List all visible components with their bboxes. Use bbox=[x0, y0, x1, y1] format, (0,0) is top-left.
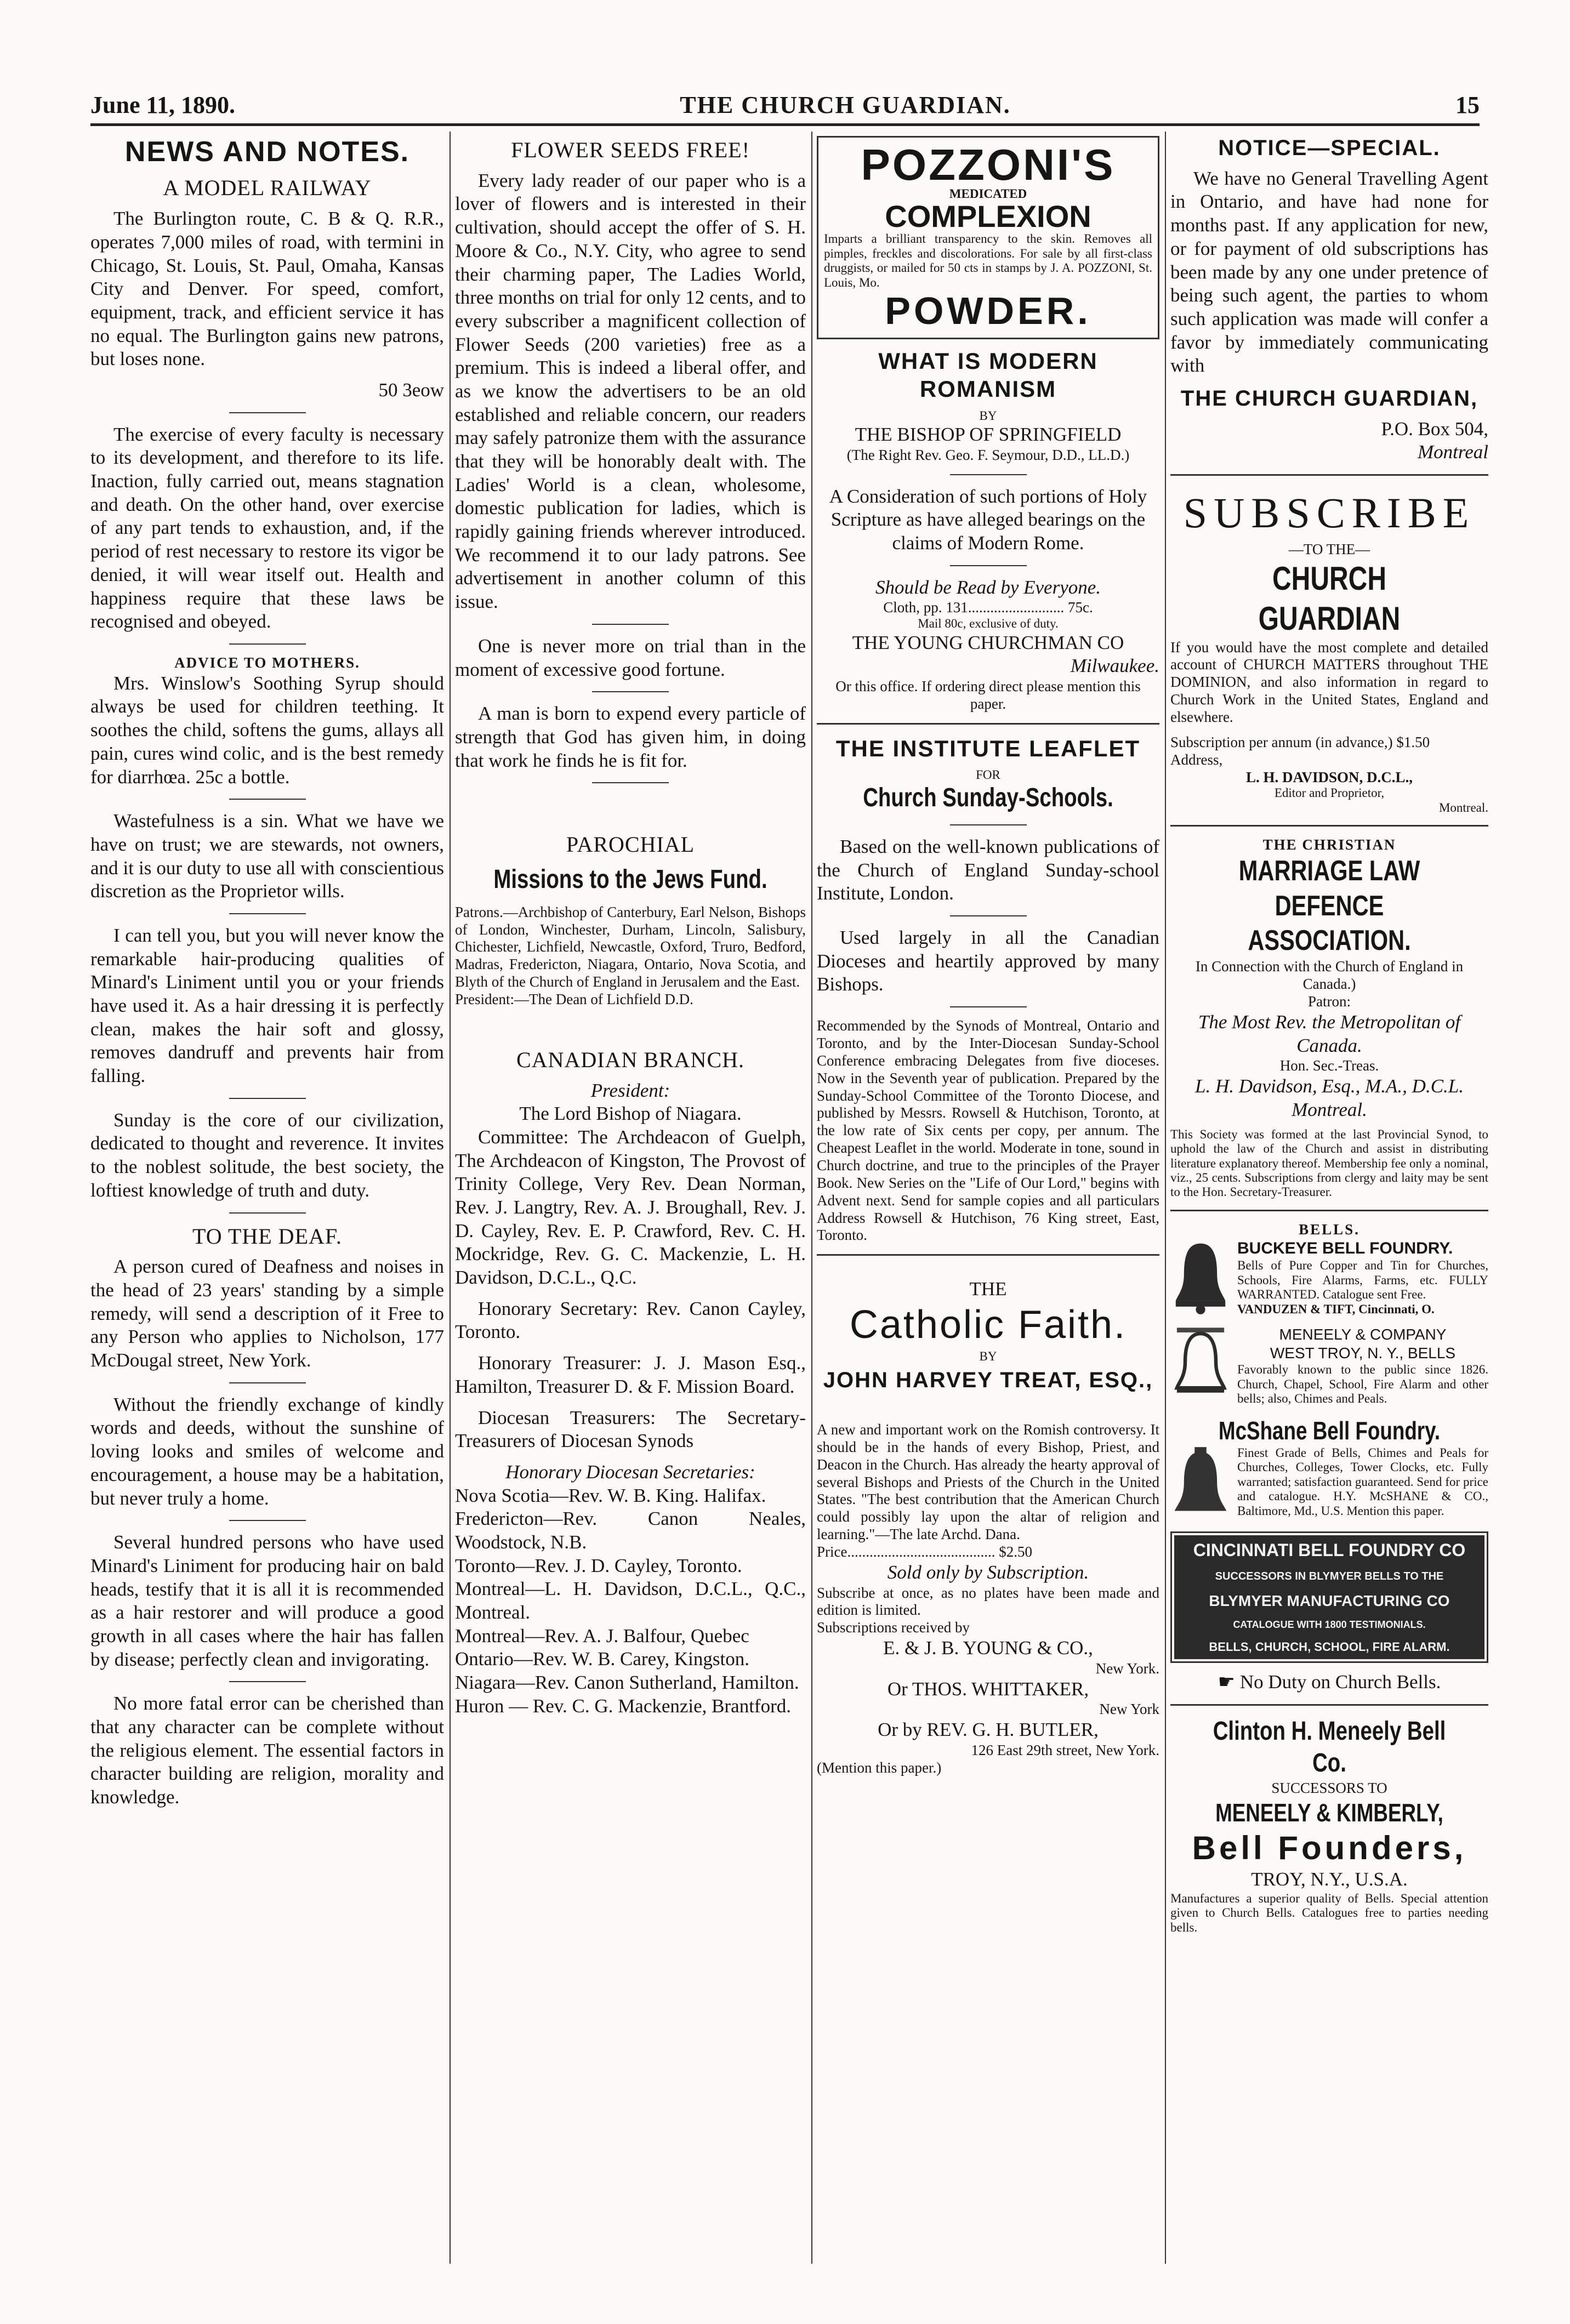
advice-mothers-text: Mrs. Winslow's Soothing Syrup should always be used for children teething. It soothes the child, softens the gums, allays all pain, cures wind colic, and is the best remedy for diarrhœa. 25c a bottle. bbox=[90, 672, 444, 788]
meneely-text: Favorably known to the public since 1826. Church, Chapel, School, Fire Alarm and other bells; also, Chimes and Peals. bbox=[1237, 1363, 1488, 1406]
jews-fund-title: Missions to the Jews Fund. bbox=[493, 865, 767, 895]
diocesan-secretary: Huron — Rev. C. G. Mackenzie, Brantford. bbox=[455, 1695, 791, 1717]
exercise-text: The exercise of every faculty is necessary to its development, and therefore to its life. Inaction, fully carried out, means stagnation and death. On the other hand, over exercise of any part tends to exhaustion, and, if the period of rest necessary to restore its vigor be denied, it will wear itself out. Health and happiness require that these laws be recognised and obeyed. bbox=[90, 423, 444, 633]
news-notes-heading: NEWS AND NOTES. bbox=[124, 136, 410, 168]
pozzoni-medicated: MEDICATED bbox=[949, 187, 1027, 201]
notice-city: Montreal bbox=[1418, 441, 1488, 463]
deaf-text: A person cured of Deafness and noises in the head of 23 years' standing by a simple remedy, will send a description of it Free to any Person who applies to Nicholson, 177 McDougal street, New York. bbox=[90, 1256, 444, 1371]
wastefulness-text: Wastefulness is a sin. What we have we have on trust; we are stewards, not owners, and it is our duty to use all with conscientious discretion as the Proprietor wills. bbox=[90, 810, 444, 902]
column-1 bbox=[90, 132, 444, 2269]
diocesan-secretaries-label: Honorary Diocesan Secretaries: bbox=[505, 1461, 755, 1483]
marriage-law-title-1: MARRIAGE LAW DEFENCE bbox=[1238, 855, 1420, 922]
president-label: President: bbox=[590, 1079, 670, 1101]
diocesan-secretary: Toronto—Rev. J. D. Cayley, Toronto. bbox=[455, 1554, 742, 1576]
divider bbox=[950, 474, 1027, 475]
notice-special-title: NOTICE—SPECIAL. bbox=[1218, 136, 1441, 160]
divider bbox=[229, 412, 306, 413]
divider bbox=[950, 915, 1027, 916]
clinton-text: Manufactures a superior quality of Bells. Special attention given to Church Bells. Catalogues free to parties needing bells. bbox=[1170, 1891, 1488, 1934]
marriage-connection: In Connection with the Church of England in Canada.) bbox=[1195, 958, 1464, 993]
agent-young-city: New York. bbox=[1095, 1660, 1159, 1677]
diocesan-secretary: Ontario—Rev. W. B. Carey, Kingston. bbox=[455, 1648, 749, 1670]
romanism-text: A Consideration of such portions of Holy Scripture as have alleged bearings on the claims of Modern Rome. bbox=[829, 485, 1147, 554]
paper-title: THE CHURCH GUARDIAN. bbox=[680, 92, 1011, 118]
divider bbox=[1170, 1704, 1488, 1706]
parochial-kicker: PAROCHIAL bbox=[566, 832, 695, 857]
institute-text-1: Based on the well-known publications of the Church of England Sunday-school Institute, London. bbox=[817, 836, 1159, 904]
institute-text-3: Recommended by the Synods of Montreal, Ontario and Toronto, and by the Inter-Diocesan Sunday-School Conference embracing Delegates from five dioceses. Now in the Seventh year of publication. Prepared by the Sunday-School Committee of the Toronto Diocese, and published by Messrs. Rowsell & Hutchison, Toronto, at the low rate of Six cents per copy, per annum. The Cheapest Leaflet in the world. Moderate in tone, sound in Church doctrine, and true to the principles of the Prayer Book. New Series on the "Life of Our Lord," begins with Advent next. Send for sample copies and all particulars Address Rowsell & Hutchison, 76 King street, East, Toronto. bbox=[817, 1017, 1159, 1244]
pozzoni-title: POZZONI'S bbox=[861, 140, 1116, 189]
meneely-ad bbox=[1170, 1325, 1488, 1406]
divider bbox=[950, 824, 1027, 825]
subscribe-text: If you would have the most complete and detailed account of CHURCH MATTERS throughout THE DOMINION, and also information in regard to Church Work in the United States, England and elsewhere. bbox=[1170, 639, 1488, 725]
pozzoni-powder: POWDER. bbox=[885, 289, 1091, 333]
no-duty-line bbox=[1170, 1671, 1488, 1694]
marriage-patron: The Most Rev. the Metropolitan of Canada. bbox=[1198, 1011, 1461, 1056]
mcshane-title: McShane Bell Foundry. bbox=[1218, 1416, 1441, 1445]
romanism-author: THE BISHOP OF SPRINGFIELD bbox=[855, 424, 1122, 446]
institute-text-2: Used largely in all the Canadian Dioceses and heartily approved by many Bishops. bbox=[817, 927, 1159, 995]
pozzoni-ad bbox=[817, 136, 1159, 339]
divider bbox=[950, 565, 1027, 566]
subscribe-city: Montreal. bbox=[1438, 800, 1488, 814]
marriage-text: This Society was formed at the last Provincial Synod, to uphold the law of the Church and assist in distributing literature explanatory thereof. Membership fee only a nominal, viz., 25 cents. Subscriptions from clergy and laity may be sent to the Hon. Secretary-Treasurer. bbox=[1170, 1127, 1488, 1199]
clinton-name: MENEELY & KIMBERLY, bbox=[1215, 1798, 1443, 1827]
marriage-sec: L. H. Davidson, Esq., M.A., D.C.L. Montreal. bbox=[1194, 1075, 1464, 1120]
notice-box: P.O. Box 504, bbox=[1381, 418, 1488, 440]
christian-label: THE CHRISTIAN bbox=[1262, 836, 1396, 853]
cincinnati-banner-5: BELLS, CHURCH, SCHOOL, FIRE ALARM. bbox=[1174, 1636, 1484, 1659]
diocesan-secretary: Nova Scotia—Rev. W. B. King. Halifax. bbox=[455, 1484, 766, 1506]
advice-mothers-title: ADVICE TO MOTHERS. bbox=[174, 654, 360, 671]
buckeye-maker: VANDUZEN & TIFT, Cincinnati, O. bbox=[1237, 1302, 1435, 1316]
model-railway-title: A MODEL RAILWAY bbox=[163, 175, 372, 201]
meneely-title-2: WEST TROY, N. Y., BELLS bbox=[1270, 1345, 1456, 1362]
romanism-price: Cloth, pp. 131.......................... 75c. bbox=[883, 599, 1093, 616]
catholic-faith-author: JOHN HARVEY TREAT, ESQ., bbox=[823, 1368, 1153, 1393]
clinton-city: TROY, N.Y., U.S.A. bbox=[1251, 1869, 1408, 1890]
divider bbox=[229, 1212, 306, 1214]
column-4 bbox=[1170, 132, 1488, 2269]
agent-whittaker-city: New York bbox=[1099, 1701, 1159, 1718]
romanism-mail: Mail 80c, exclusive of duty. bbox=[918, 617, 1059, 631]
agent-butler-address: 126 East 29th street, New York. bbox=[971, 1741, 1159, 1758]
minards-hair-text: I can tell you, but you will never know the remarkable hair-producing qualities of Minard's Liniment until you or your friends have used it. As a hair dressing it is perfectly clean, makes the hair soft and glossy, removes dandruff and prevents hair from falling. bbox=[90, 924, 444, 1087]
romanism-note: Or this office. If ordering direct please mention this paper. bbox=[835, 678, 1141, 712]
cincinnati-ad bbox=[1170, 1531, 1488, 1663]
romanism-by: BY bbox=[979, 408, 997, 423]
meneely-title-1: MENEELY & COMPANY bbox=[1279, 1326, 1447, 1343]
diocesan-secretary: Montreal—L. H. Davidson, D.C.L., Q.C., Montreal. bbox=[455, 1578, 806, 1624]
divider bbox=[229, 1681, 306, 1682]
issue-date: June 11, 1890. bbox=[90, 92, 236, 118]
diocesan-treasurers: Diocesan Treasurers: The Secretary-Treasurers of Diocesan Synods bbox=[455, 1406, 806, 1452]
romanism-publisher: THE YOUNG CHURCHMAN CO bbox=[852, 631, 1124, 653]
buckeye-ad bbox=[1170, 1239, 1488, 1317]
cincinnati-banner-3: BLYMYER MANUFACTURING CO bbox=[1174, 1587, 1484, 1615]
divider bbox=[1170, 1210, 1488, 1211]
clinton-successors: SUCCESSORS TO bbox=[1271, 1779, 1387, 1796]
agent-young: E. & J. B. YOUNG & CO., bbox=[883, 1637, 1093, 1659]
clinton-founders: Bell Founders, bbox=[1192, 1829, 1467, 1866]
model-railway-text: The Burlington route, C. B & Q. R.R., operates 7,000 miles of road, with termini in Chicago, St. Louis, St. Paul, Omaha, Kansas City and Denver. For speed, comfort, equipment, track, and efficient service it has no equal. The Burlington gains new patrons, but loses none. bbox=[90, 208, 444, 370]
strength-text: A man is born to expend every particle of strength that God has given him, in doing that work he finds he is fit for. bbox=[455, 703, 806, 771]
divider bbox=[229, 1520, 306, 1521]
marriage-sec-label: Hon. Sec.-Treas. bbox=[1279, 1057, 1379, 1074]
cincinnati-banner-1: CINCINNATI BELL FOUNDRY CO bbox=[1174, 1535, 1484, 1565]
divider bbox=[950, 1006, 1027, 1007]
notice-special-text: We have no General Travelling Agent in Ontario, and have had none for months past. If any application for new, or for payment of old subscriptions has been made by any one under pretence of being such agent, the parties to whom such application was made will confer a favor by immediately communicating with bbox=[1170, 167, 1488, 377]
column-rule bbox=[811, 132, 812, 2264]
divider bbox=[592, 782, 669, 783]
column-2 bbox=[455, 132, 806, 2269]
page-header bbox=[90, 82, 1480, 126]
agent-butler: Or by REV. G. H. BUTLER, bbox=[878, 1719, 1099, 1741]
cincinnati-banner-4: CATALOGUE WITH 1800 TESTIMONIALS. bbox=[1174, 1615, 1484, 1636]
divider bbox=[229, 799, 306, 800]
divider bbox=[229, 1382, 306, 1383]
pozzoni-text: Imparts a brilliant transparency to the skin. Removes all pimples, freckles and discolorations. For sale by all first-class druggists, or mailed for 50 cts in stamps by J. A. POZZONI, St. Louis, Mo. bbox=[824, 232, 1152, 289]
deaf-title: TO THE DEAF. bbox=[192, 1223, 342, 1249]
diocesan-secretaries-list bbox=[455, 1484, 806, 1718]
marriage-patron-label: Patron: bbox=[1308, 993, 1351, 1010]
buckeye-text: Bells of Pure Copper and Tin for Churches, Schools, Fire Alarms, Farms, etc. FULLY WARRANTED. Catalogue sent Free. bbox=[1237, 1258, 1488, 1302]
pozzoni-complexion: COMPLEXION bbox=[885, 199, 1091, 234]
catholic-faith-text: A new and important work on the Romish controversy. It should be in the hands of every Bishop, Priest, and Deacon in the Church. Has already the hearty approval of several Bishops and Priests of the Church in the United States. "The best contribution that the American Church could possibly lay upon the altar of religion and learning."—The late Archd. Dana. bbox=[817, 1421, 1159, 1543]
patrons-text: Patrons.—Archbishop of Canterbury, Earl Nelson, Bishops of London, Winchester, Durham, Lincoln, Salisbury, Chichester, Lichfield, Newcastle, Oxford, Truro, Bedford, Madras, Fredericton, Niagara, Ontario, Nova Scotia, and Blyth of the Church of England in Jerusalem and the East. bbox=[455, 903, 806, 990]
trial-text: One is never more on trial than in the moment of excessive good fortune. bbox=[455, 635, 806, 680]
president-name: The Lord Bishop of Niagara. bbox=[519, 1103, 742, 1125]
bells-heading: BELLS. bbox=[1299, 1221, 1360, 1238]
modern-romanism-title: WHAT IS MODERN ROMANISM bbox=[878, 348, 1098, 402]
kindly-words-text: Without the friendly exchange of kindly words and deeds, without the sunshine of loving looks and smiles of welcome and encouragement, a house may be a habitation, but never truly a home. bbox=[90, 1393, 444, 1509]
flower-seeds-text: Every lady reader of our paper who is a lover of flowers and is interested in their cultivation, should accept the offer of S. H. Moore & Co., N.Y. City, who agree to send their charming paper, The Ladies World, three months on trial for only 12 cents, and to every subscriber a magnificent collection of Flower Seeds (200 varieties) free as a premium. This is indeed a liberal offer, and as we know the advertisers to be an old established and reliable concern, our readers may safely patronize them with the assurance that they will be honorably dealt with. The Ladies' World is a clean, wholesome, domestic publication for ladies, which is rapidly gaining friends wherever introduced. We recommend it to our lady patrons. See advertisement in another column of this issue. bbox=[455, 169, 806, 613]
diocesan-secretary: Niagara—Rev. Canon Sutherland, Hamilton. bbox=[455, 1672, 799, 1694]
column-rule bbox=[450, 132, 451, 2264]
no-duty-text: No Duty on Church Bells. bbox=[1239, 1671, 1441, 1693]
subscribe-heading: SUBSCRIBE bbox=[1183, 489, 1476, 537]
clinton-meneely-title: Clinton H. Meneely Bell Co. bbox=[1213, 1716, 1446, 1778]
sunday-text: Sunday is the core of our civilization, dedicated to thought and reverence. It invites to the noblest solitude, the best society, the loftiest knowledge of truth and duty. bbox=[90, 1109, 444, 1201]
divider bbox=[592, 691, 669, 692]
bald-heads-text: Several hundred persons who have used Minard's Liniment for producing hair on bald heads, testify that it is all it is recommended as a hair restorer and will produce a good growth in all cases where the hair has fallen by disease; perfectly clean and invigorating. bbox=[90, 1531, 444, 1670]
institute-for: FOR bbox=[976, 768, 1000, 782]
subscribe-address-label: Address, bbox=[1170, 751, 1223, 768]
romanism-author-sub: (The Right Rev. Geo. F. Seymour, D.D., LL.D.) bbox=[846, 446, 1130, 463]
mcshane-text: Finest Grade of Bells, Chimes and Peals for Churches, Colleges, Tower Clocks, etc. Fully warranted; satisfaction guaranteed. Send for price and catalogue. H.Y. McSHANE & CO., Baltimore, Md., U.S. Mention this paper. bbox=[1237, 1445, 1488, 1518]
catholic-faith-title: Catholic Faith. bbox=[849, 1302, 1127, 1347]
catholic-faith-the: THE bbox=[969, 1278, 1007, 1300]
subscribe-note: Subscribe at once, as no plates have been made and edition is limited. bbox=[817, 1584, 1159, 1619]
catholic-faith-by: BY bbox=[979, 1349, 997, 1363]
divider bbox=[817, 723, 1159, 725]
marriage-law-title-2: ASSOCIATION. bbox=[1248, 925, 1411, 957]
subscribe-editor-role: Editor and Proprietor, bbox=[1274, 786, 1385, 800]
committee-text: Committee: The Archdeacon of Guelph, The Archdeacon of Kingston, The Provost of Trinity College, Very Rev. Dean Norman, Rev. J. Langtry, Rev. A. J. Broughall, Rev. J. D. Cayley, Rev. E. P. Crawford, Rev. C. H. Mockridge, Rev. G. C. Mackenzie, L. H. Davidson, D.C.L., Q.C. bbox=[455, 1126, 806, 1289]
fatal-error-text: No more fatal error can be cherished than that any character can be complete without the religious element. The essential factors in character building are religion, morality and knowledge. bbox=[90, 1693, 444, 1808]
mention-paper: (Mention this paper.) bbox=[817, 1759, 942, 1776]
fund-president: President:—The Dean of Lichfield D.D. bbox=[455, 990, 693, 1007]
institute-leaflet-title: THE INSTITUTE LEAFLET bbox=[835, 735, 1141, 761]
divider bbox=[1170, 474, 1488, 476]
model-railway-code: 50 3eow bbox=[378, 379, 444, 401]
sold-by-subscription: Sold only by Subscription. bbox=[887, 1561, 1089, 1583]
subscribe-paper: CHURCH GUARDIAN bbox=[1258, 560, 1401, 637]
bell-icon bbox=[1170, 1239, 1231, 1315]
canadian-branch-title: CANADIAN BRANCH. bbox=[516, 1047, 745, 1072]
agent-whittaker: Or THOS. WHITTAKER, bbox=[887, 1678, 1089, 1700]
diocesan-secretary: Montreal—Rev. A. J. Balfour, Quebec bbox=[455, 1625, 749, 1647]
hon-secretary: Honorary Secretary: Rev. Canon Cayley, Toronto. bbox=[455, 1297, 806, 1343]
divider bbox=[592, 624, 669, 625]
divider bbox=[229, 913, 306, 914]
subscribe-editor: L. H. DAVIDSON, D.C.L., bbox=[1245, 768, 1413, 785]
divider bbox=[1170, 825, 1488, 827]
diocesan-secretary: Fredericton—Rev. Canon Neales, Woodstock, N.B. bbox=[455, 1508, 806, 1553]
notice-paper: THE CHURCH GUARDIAN, bbox=[1180, 386, 1478, 411]
bell-icon bbox=[1170, 1325, 1231, 1402]
sunday-schools-title: Church Sunday-Schools. bbox=[863, 783, 1113, 813]
flower-seeds-title: FLOWER SEEDS FREE! bbox=[511, 138, 750, 162]
romanism-should-read: Should be Read by Everyone. bbox=[875, 576, 1101, 598]
page-number: 15 bbox=[1455, 92, 1480, 118]
pointing-hand-icon: ☛ bbox=[1218, 1671, 1236, 1693]
mcshane-ad bbox=[1170, 1446, 1488, 1523]
column-3 bbox=[817, 132, 1159, 2269]
divider bbox=[817, 1254, 1159, 1256]
buckeye-title: BUCKEYE BELL FOUNDRY. bbox=[1237, 1239, 1453, 1257]
hon-treasurer: Honorary Treasurer: J. J. Mason Esq., Hamilton, Treasurer D. & F. Mission Board. bbox=[455, 1352, 806, 1397]
romanism-city: Milwaukee. bbox=[1070, 655, 1159, 677]
subscribe-to-the: —TO THE— bbox=[1288, 541, 1370, 558]
catholic-faith-price: Price........................................ $2.50 bbox=[817, 1543, 1032, 1560]
subscribe-price: Subscription per annum (in advance,) $1.50 bbox=[1170, 733, 1430, 750]
column-rule bbox=[1165, 132, 1166, 2264]
divider bbox=[229, 643, 306, 645]
divider bbox=[229, 1098, 306, 1099]
bell-icon bbox=[1170, 1446, 1231, 1523]
subscriptions-received: Subscriptions received by bbox=[817, 1619, 970, 1636]
cincinnati-banner-2: SUCCESSORS IN BLYMYER BELLS TO THE bbox=[1174, 1565, 1484, 1587]
